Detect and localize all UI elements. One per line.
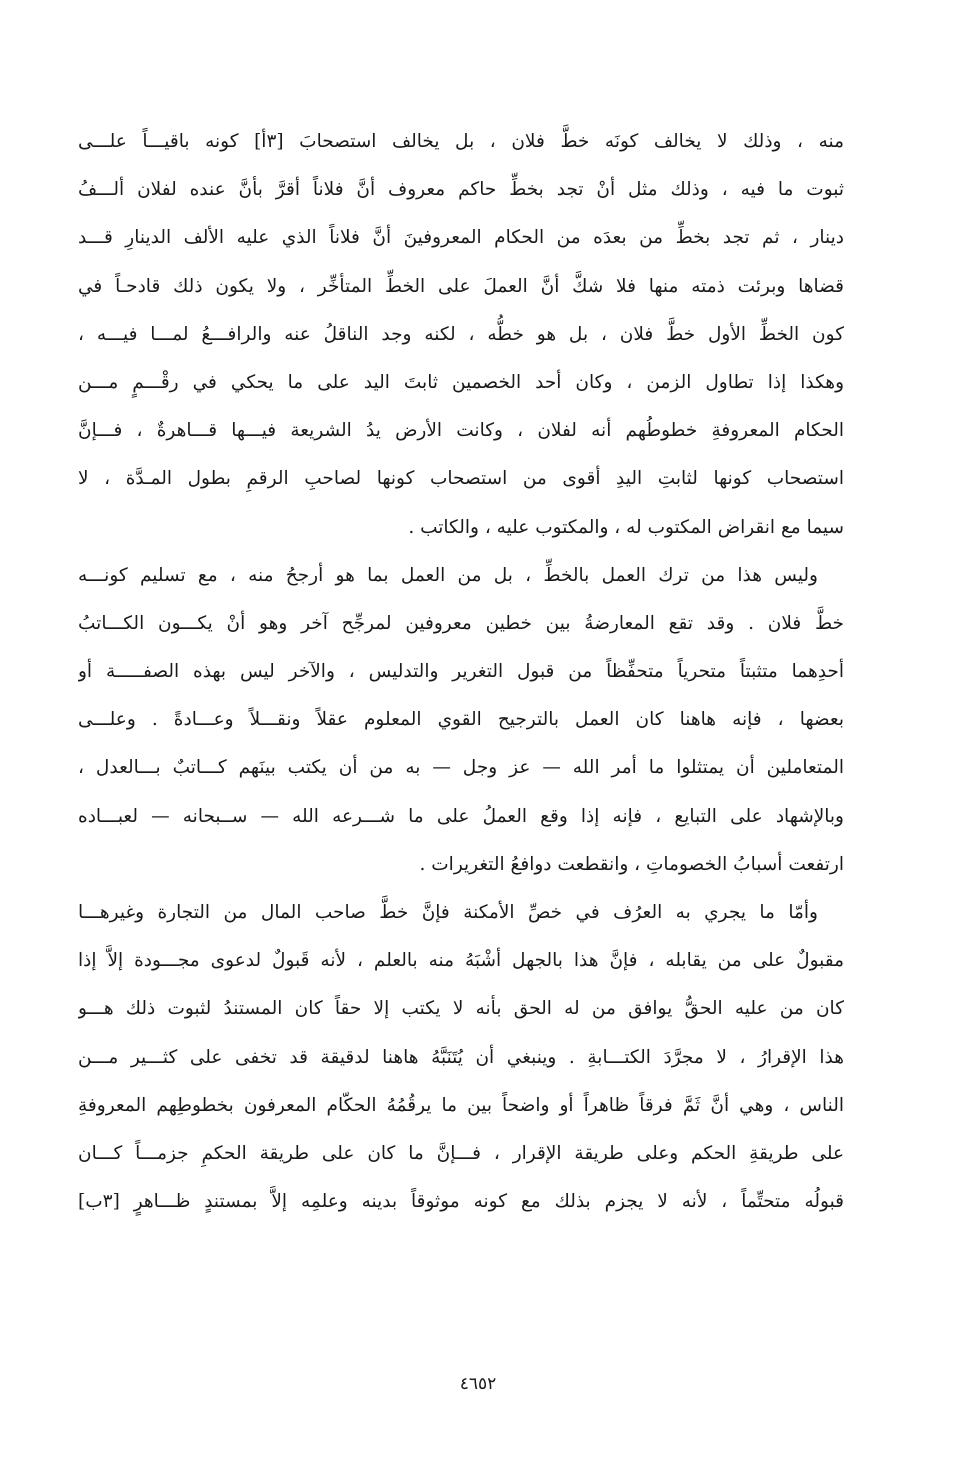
text-line: استصحاب كونها لثابتِ اليدِ أقوى من استصحاب كونها لصاحبِ الرقمِ بطول المـدَّة ، لا [78,468,844,490]
text-line: وأمّا ما يجري به العرُف في خصِّ الأمكنة فإنَّ خطَّ صاحب المال من التجارة وغيرهـــا [78,902,818,923]
text-line: دينار ، ثم تجد بخطِّ من بعدَه من الحكام المعروفينَ أنَّ فلاناً الذي عليه الألف الدينارِ قـــد [78,227,844,249]
text-line: ثبوت ما فيه ، وذلك مثل أنْ تجد بخطِّ حاكم معروف أنَّ فلاناً أقرَّ بأنَّ عنده لفلان ألـــفُ [78,179,844,201]
page-number: ٤٦٥٢ [459,1374,497,1394]
paragraph-3 [78,889,844,1226]
text-line: خطَّ فلان . وقد تقع المعارضةُ بين خطين معروفين لمرجِّح آخر وهو أنْ يكـــون الكـــاتبُ [78,612,844,634]
text-line: على طريقةِ الحكم وعلى طريقة الإقرار ، فـــإنَّ ما كان على طريقة الحكمِ جزمـــاً كـــان [78,1142,844,1164]
paragraph-1 [78,118,844,552]
text-line: منه ، وذلك لا يخالف كونَه خطَّ فلان ، بل يخالف استصحابَ [٣أ] كونه باقيـــاً علـــى [78,131,844,152]
text-line: بعضها ، فإنه هاهنا كان العمل بالترجيح القوي المعلوم عقلاً ونقـــلاً وعـــادةً . وعلـــى [78,709,844,731]
text-line: كون الخطِّ الأول خطَّ فلان ، بل هو خطُّه ، لكنه وجد الناقلُ عنه والرافـــعُ لمـــا فيـــه ، [78,323,844,345]
text-line: المتعاملين أن يمتثلوا ما أمر الله — عز وجل — به من أن يكتب بينَهم كـــاتبٌ بـــالعدل ، [78,757,844,779]
paragraph-2 [78,552,844,889]
text-line: مقبولٌ على من يقابله ، فإنَّ هذا بالجهل أشْبَهُ منه بالعلم ، لأنه قَبولٌ لدعوى مجـــودة إلاَّ إذا [78,950,844,972]
text-line: سيما مع انقراض المكتوب له ، والمكتوب عليه ، والكاتب . [408,516,844,538]
text-line: وليس هذا من ترك العمل بالخطِّ ، بل من العمل بما هو أرجحُ منه ، مع تسليم كونـــه [78,564,818,586]
text-line: أحدِهما متثبتاً متحرياً متحفِّظاً من قبول التغرير والتدليس ، والآخر ليس بهذه الصفـــــة أو [78,661,844,683]
text-line: الحكام المعروفةِ خطوطُهم أنه لفلان ، وكانت الأرض يدُ الشريعة فيـــها قـــاهرةٌ ، فـــإنَّ [78,420,844,442]
text-line: الناس ، وهي أنَّ ثَمَّ فرقاً ظاهراً أو واضحاً بين ما يرقُمُهُ الحكّام المعرفون بخطوطِهم المعروفةِ [78,1094,844,1116]
text-line: وهكذا إذا تطاول الزمن ، وكان أحد الخصمين ثابتَ اليد على ما يحكي في رقْـــمٍ مـــن [78,371,844,393]
text-line: هذا الإقرارُ ، لا مجرَّدَ الكتـــابةِ . وينبغي أن يُتَنَبَّهُ هاهنا لدقيقة قد تخفى على كثـــير مـــن [78,1046,844,1068]
document-page [78,118,844,1226]
text-line: كان من عليه الحقُّ يوافق من له الحق بأنه لا يكتب إلا حقاً كان المستندُ لثبوت ذلك هـــو [78,998,844,1020]
text-line: قضاها وبرئت ذمته منها فلا شكَّ أنَّ العملَ على الخطِّ المتأخِّر ، ولا يكون ذلك قادحـاً في [78,275,844,297]
text-line: وبالإشهاد على التبايع ، فإنه إذا وقع العملُ على ما شـــرعه الله — ســبحانه — لعبـــاده [78,805,844,827]
text-line: قبولُه متحتِّماً ، لأنه لا يجزم بذلك مع كونه موثوقاً بدينه وعلمِه إلاَّ بمستندٍ ظـــاهرٍ [٣ب] [78,1191,844,1213]
text-line: ارتفعت أسبابُ الخصوماتِ ، وانقطعت دوافعُ التغريرات . [419,853,844,875]
